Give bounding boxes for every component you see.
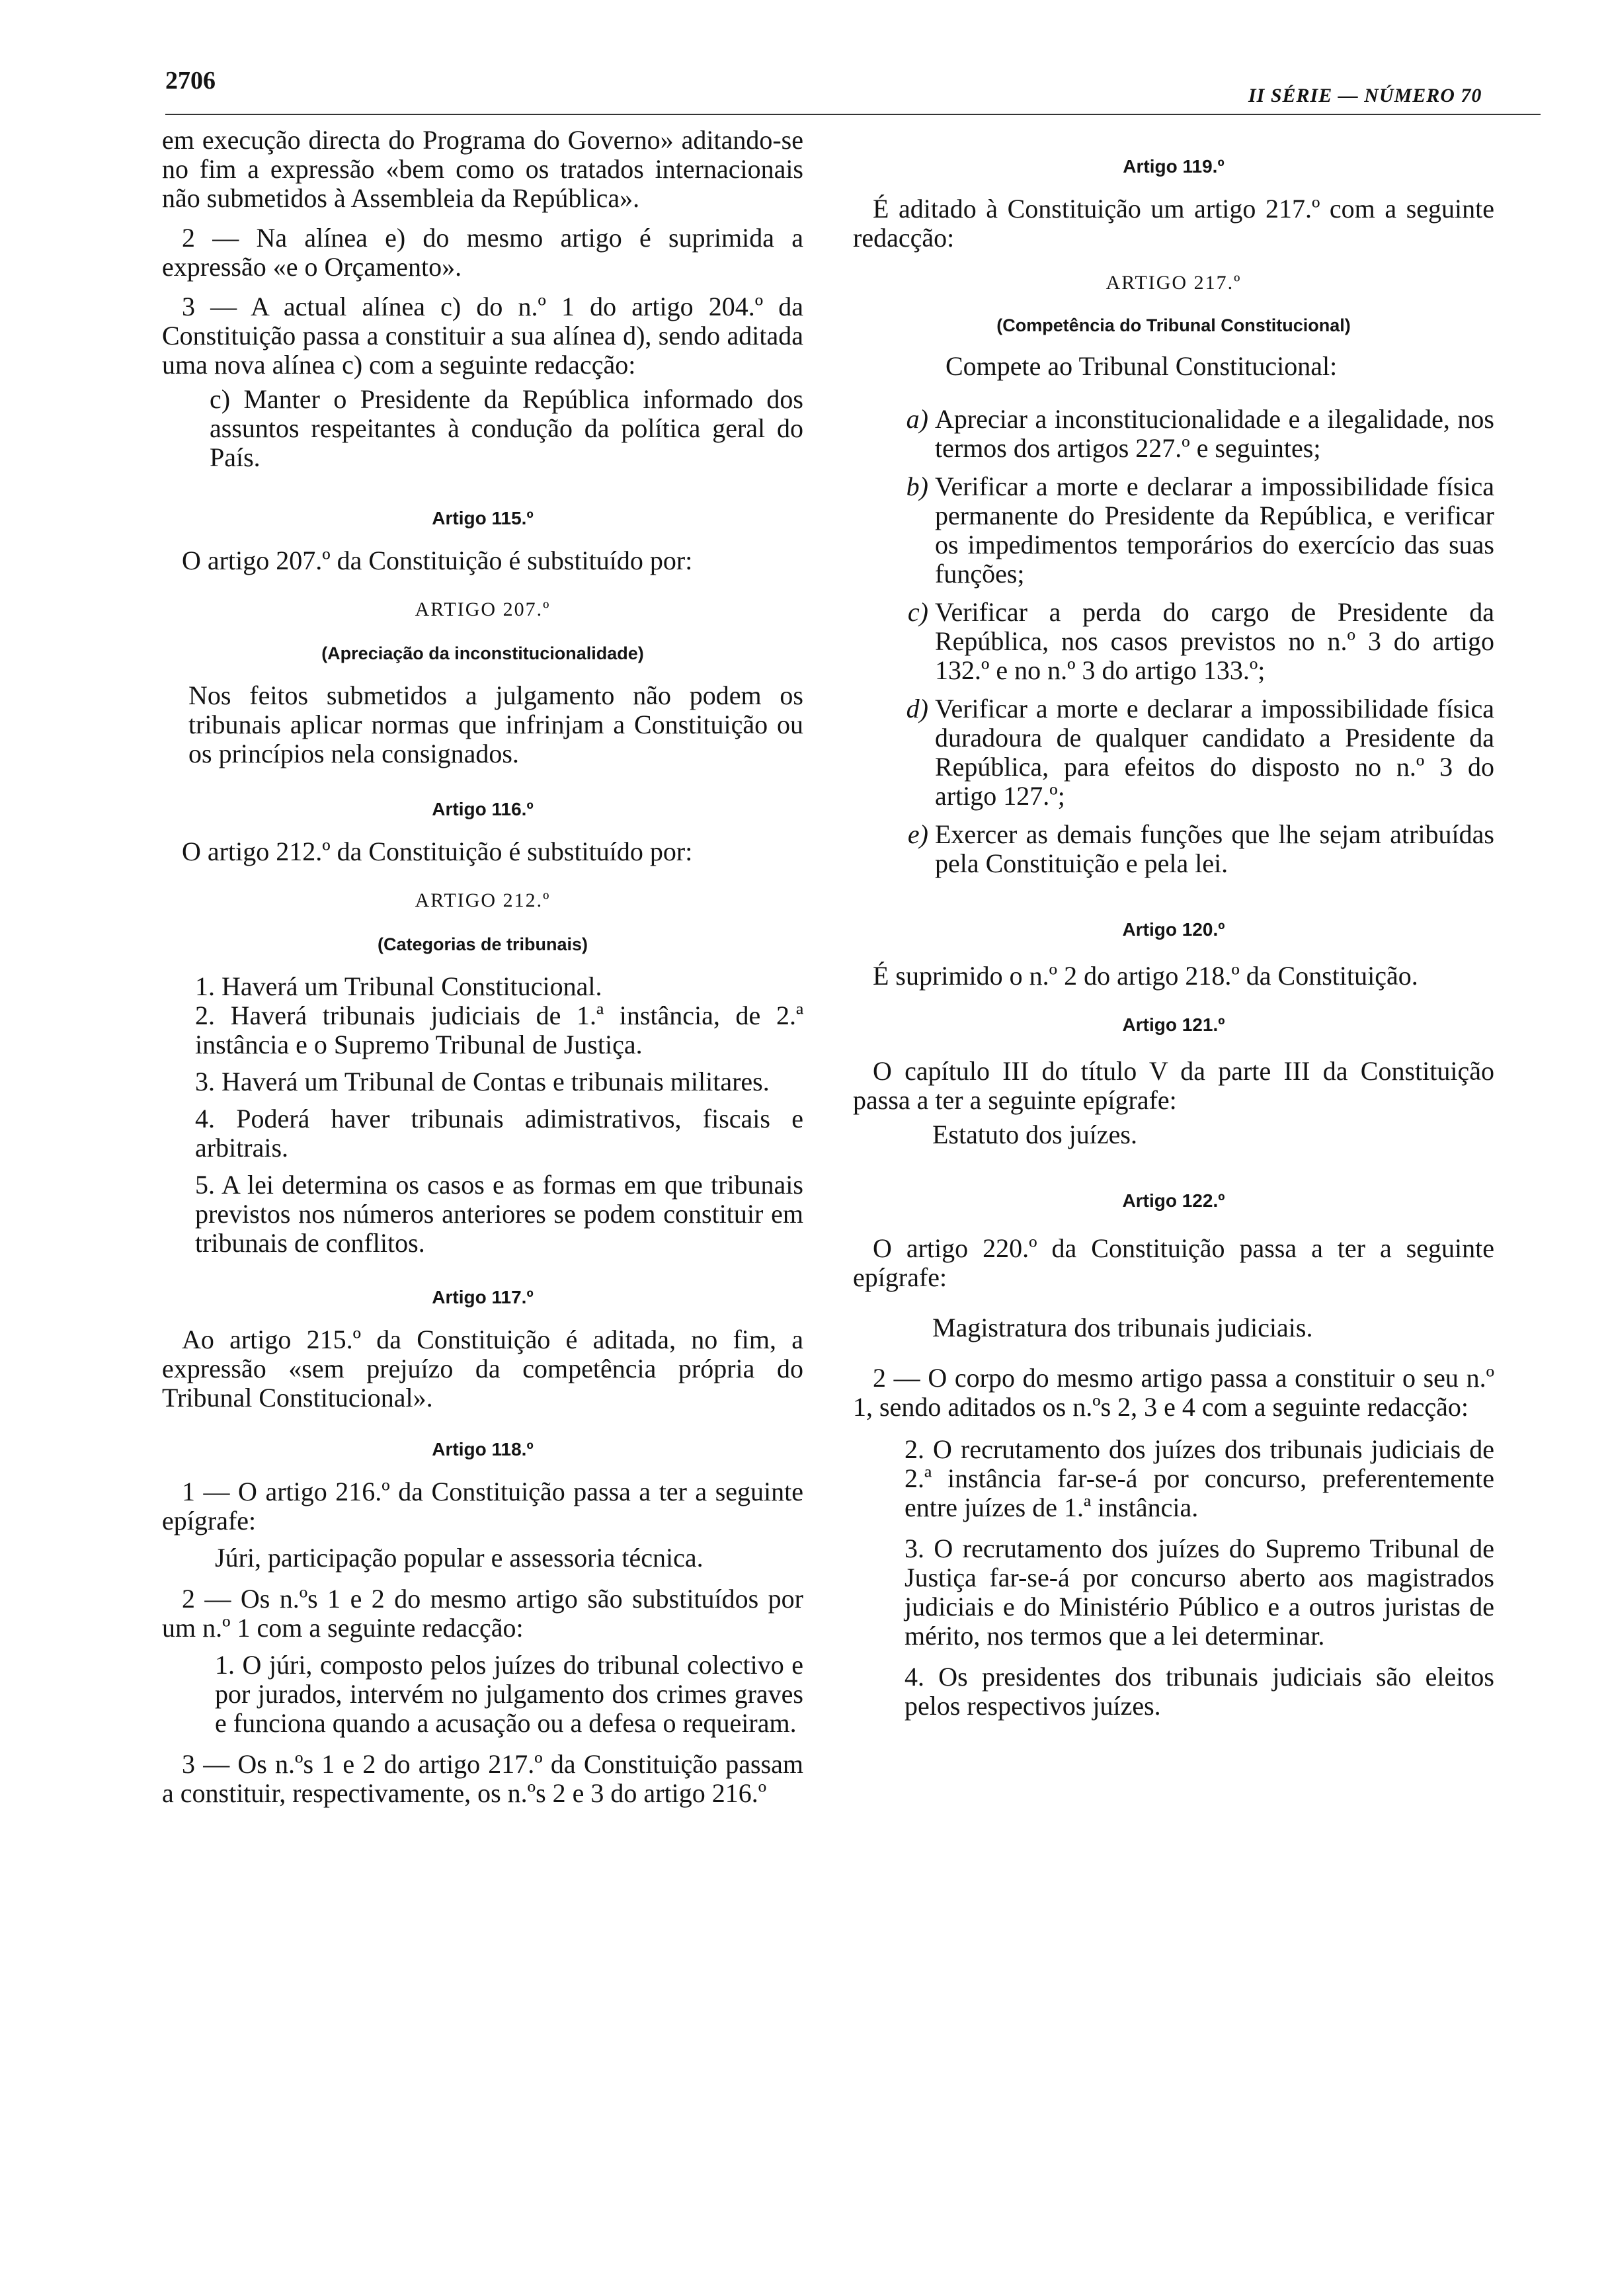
quote-paragraph: Nos feitos submetidos a julgamento não podem os tribunais aplicar normas que infrinjam a Constituição ou os princípios nela consignados. bbox=[188, 680, 803, 768]
list-item: 3. Haverá um Tribunal de Contas e tribunais militares. bbox=[195, 1067, 770, 1096]
paragraph: 3 — Os n.ºs 1 e 2 do artigo 217.º da Constituição passam a constituir, respectivamente, os n.ºs 2 e 3 do artigo 216.º bbox=[162, 1749, 803, 1808]
article-heading: Artigo 116.º bbox=[432, 799, 534, 819]
list-item-text: Verificar a perda do cargo de Presidente da República, nos casos previstos no n.º 3 do artigo 132.º e no n.º 3 do artigo 133.º; bbox=[935, 597, 1494, 685]
article-caps-heading: ARTIGO 217.º bbox=[1106, 272, 1242, 294]
article-heading: Artigo 120.º bbox=[1122, 919, 1225, 940]
paragraph: É suprimido o n.º 2 do artigo 218.º da Constituição. bbox=[873, 961, 1418, 991]
list-item bbox=[893, 405, 1494, 463]
quote-paragraph: Estatuto dos juízes. bbox=[932, 1120, 1137, 1149]
article-heading: Artigo 115.º bbox=[432, 508, 534, 528]
paragraph: 2 — Os n.ºs 1 e 2 do mesmo artigo são substituídos por um n.º 1 com a seguinte redacção: bbox=[162, 1584, 803, 1643]
article-heading: Artigo 121.º bbox=[1122, 1014, 1225, 1035]
article-heading: Artigo 119.º bbox=[1123, 156, 1225, 177]
header-rule bbox=[165, 114, 1541, 115]
numbered-list bbox=[195, 972, 803, 1258]
list-item: 3. O recrutamento dos juízes do Supremo Tribunal de Justiça far-se-á por concurso aberto aos magistrados judiciais e do Ministério Público e a outros juristas de mérito, nos termos que a lei determinar. bbox=[904, 1534, 1494, 1651]
series-header: II SÉRIE — NÚMERO 70 bbox=[1248, 85, 1482, 106]
list-item: 4. Poderá haver tribunais adimistrativos, fiscais e arbitrais. bbox=[195, 1104, 803, 1163]
list-item: 5. A lei determina os casos e as formas em que tribunais previstos nos números anteriores se podem constituir em tribunais de conflitos. bbox=[195, 1170, 803, 1258]
left-column bbox=[162, 124, 803, 1808]
list-item bbox=[893, 472, 1494, 589]
list-item-label: e) bbox=[907, 819, 928, 849]
paragraph: O capítulo III do título V da parte III da Constituição passa a ter a seguinte epígrafe: bbox=[853, 1056, 1494, 1115]
article-subtitle: (Competência do Tribunal Constitucional) bbox=[996, 315, 1351, 335]
list-item bbox=[893, 820, 1494, 878]
article-subtitle: (Apreciação da inconstitucionalidade) bbox=[321, 643, 644, 663]
list-item: 2. O recrutamento dos juízes dos tribunais judiciais de 2.ª instância far-se-á por concurso, preferentemente entre juízes de 1.ª instância. bbox=[904, 1434, 1494, 1522]
list-item-label: a) bbox=[906, 404, 928, 434]
numbered-list bbox=[904, 1435, 1494, 1721]
article-caps-heading: ARTIGO 212.º bbox=[415, 889, 551, 911]
article-caps-heading: ARTIGO 207.º bbox=[415, 598, 551, 620]
paragraph: O artigo 207.º da Constituição é substituído por: bbox=[182, 546, 693, 575]
paragraph: 2 — Na alínea e) do mesmo artigo é suprimida a expressão «e o Orçamento». bbox=[162, 223, 803, 282]
paragraph: É aditado à Constituição um artigo 217.º com a seguinte redacção: bbox=[853, 194, 1494, 253]
article-subtitle: (Categorias de tribunais) bbox=[377, 934, 588, 954]
list-item-text: Verificar a morte e declarar a impossibilidade física permanente do Presidente da República, e verificar os impedimentos temporários do exercício das suas funções; bbox=[935, 472, 1494, 589]
paragraph: 1 — O artigo 216.º da Constituição passa a ter a seguinte epígrafe: bbox=[162, 1477, 803, 1536]
list-item: 2. Haverá tribunais judiciais de 1.ª instância, de 2.ª instância e o Supremo Tribunal de Justiça. bbox=[195, 1001, 803, 1059]
list-item-text: Verificar a morte e declarar a impossibilidade física duradoura de qualquer candidato a Presidente da República, para efeitos do disposto no n.º 3 do artigo 127.º; bbox=[935, 694, 1494, 811]
paragraph: Compete ao Tribunal Constitucional: bbox=[945, 351, 1338, 381]
article-heading: Artigo 117.º bbox=[432, 1287, 534, 1307]
list-item-label: d) bbox=[906, 694, 928, 723]
article-heading: Artigo 118.º bbox=[432, 1439, 534, 1459]
quote-paragraph: Magistratura dos tribunais judiciais. bbox=[932, 1313, 1313, 1342]
list-item-label: c) bbox=[907, 597, 928, 627]
paragraph: 3 — A actual alínea c) do n.º 1 do artigo 204.º da Constituição passa a constituir a sua alínea d), sendo aditada uma nova alínea c) com a seguinte redacção: bbox=[162, 292, 803, 380]
list-item: 4. Os presidentes dos tribunais judiciais são eleitos pelos respectivos juízes. bbox=[904, 1662, 1494, 1721]
lettered-list bbox=[893, 405, 1494, 878]
list-item-text: Apreciar a inconstitucionalidade e a ilegalidade, nos termos dos artigos 227.º e seguintes; bbox=[935, 404, 1494, 463]
list-item bbox=[893, 694, 1494, 811]
paragraph: em execução directa do Programa do Governo» aditando-se no fim a expressão «bem como os tratados internacionais não submetidos à Assembleia da República». bbox=[162, 125, 803, 213]
list-item bbox=[893, 598, 1494, 685]
paragraph: 2 — O corpo do mesmo artigo passa a constituir o seu n.º 1, sendo aditados os n.ºs 2, 3 e 4 com a seguinte redacção: bbox=[853, 1363, 1494, 1422]
list-item: 1. Haverá um Tribunal Constitucional. bbox=[195, 971, 602, 1001]
page-number: 2706 bbox=[165, 67, 216, 95]
article-heading: Artigo 122.º bbox=[1122, 1190, 1225, 1211]
quote-paragraph: Júri, participação popular e assessoria técnica. bbox=[215, 1543, 704, 1573]
quote-paragraph: 1. O júri, composto pelos juízes do tribunal colectivo e por jurados, intervém no julgamento dos crimes graves e funciona quando a acusação ou a defesa o requeiram. bbox=[215, 1650, 803, 1738]
paragraph: O artigo 220.º da Constituição passa a ter a seguinte epígrafe: bbox=[853, 1233, 1494, 1292]
paragraph: O artigo 212.º da Constituição é substituído por: bbox=[182, 837, 693, 866]
paragraph: Ao artigo 215.º da Constituição é aditada, no fim, a expressão «sem prejuízo da competência própria do Tribunal Constitucional». bbox=[162, 1325, 803, 1413]
right-column bbox=[853, 124, 1494, 1721]
list-item-text: Exercer as demais funções que lhe sejam atribuídas pela Constituição e pela lei. bbox=[935, 819, 1494, 878]
list-item-label: b) bbox=[906, 472, 928, 501]
quote-paragraph: c) Manter o Presidente da República informado dos assuntos respeitantes à condução da política geral do País. bbox=[210, 384, 803, 472]
